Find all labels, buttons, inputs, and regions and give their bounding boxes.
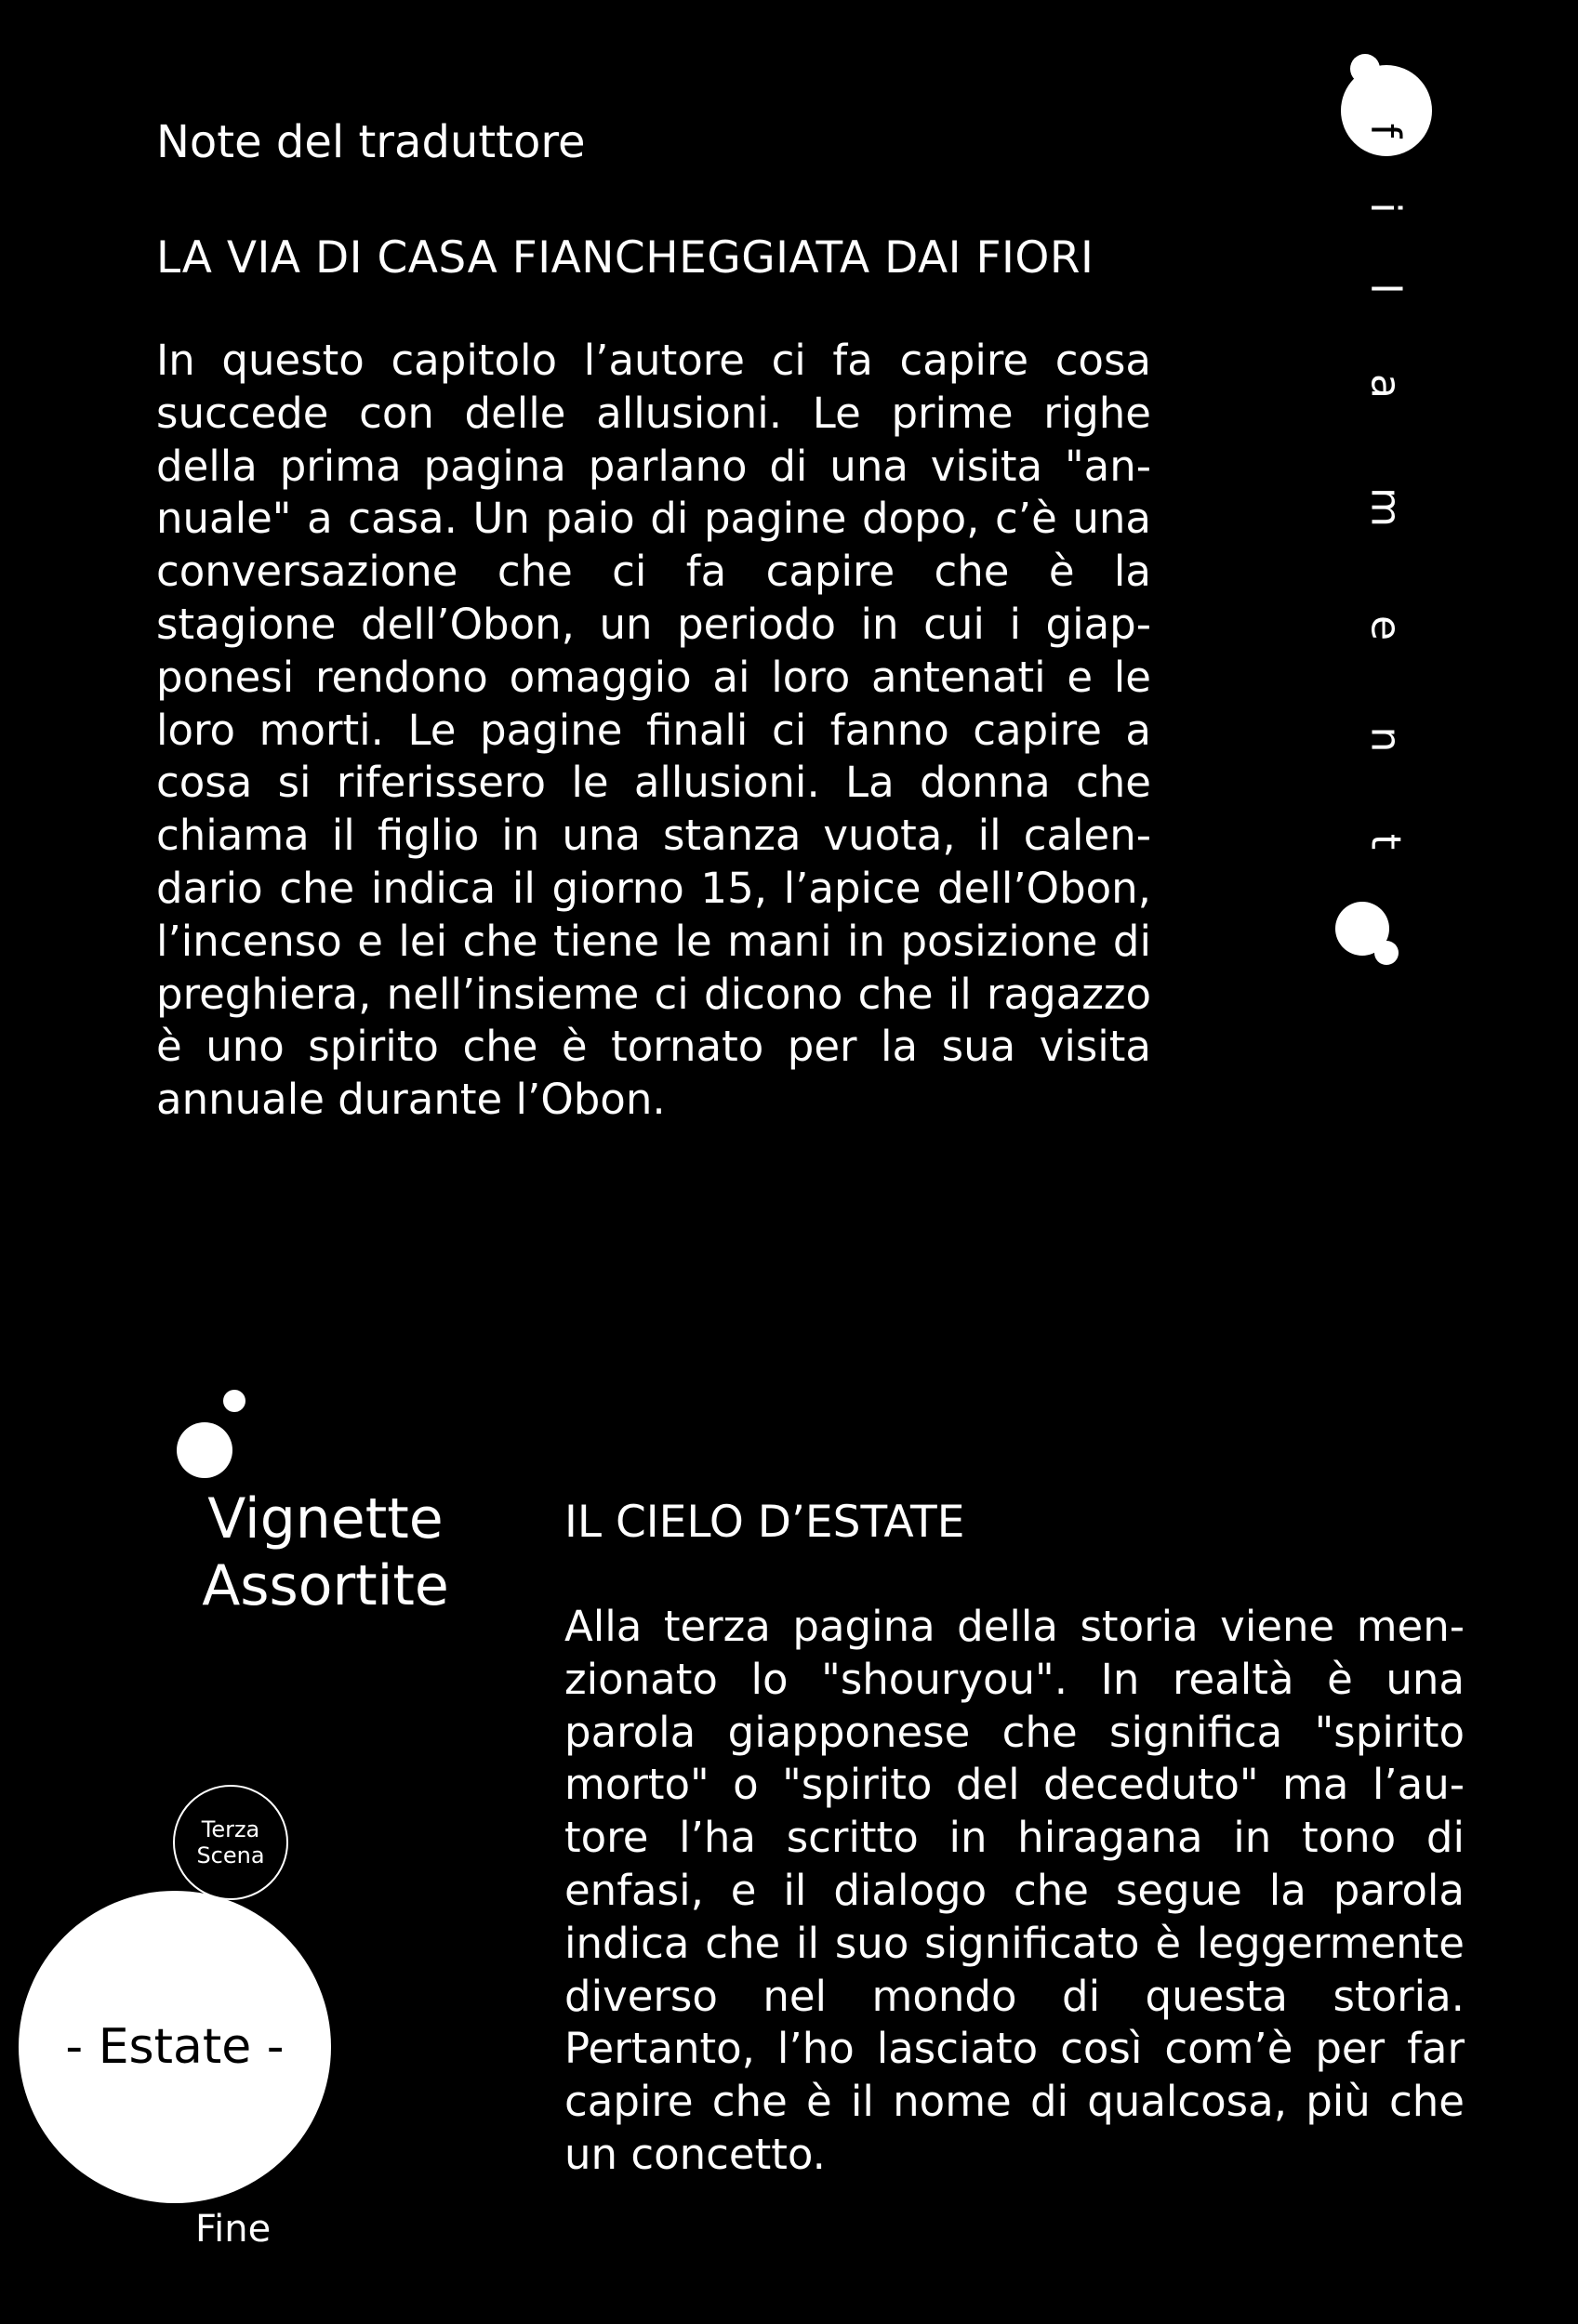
chapter-note-paragraph: In questo capitolo l’autore ci fa capire cosa succede con delle allusioni. Le prime righe della prima pagina parlano di una visita "annuale" a casa. Un paio di pagine dopo, c’è una conversazione che ci fa capire che è la stagione dell’Obon, un periodo in cui i giapponesi rendono omaggio ai loro antenati e le loro morti. Le pagine finali ci fanno capire a cosa si riferissero le allusioni. La donna che chiama il figlio in una stanza vuota, il calendario che indica il giorno 15, l’apice dell’Obon, l’incenso e lei che tiene le mani in posizione di preghiera, nell’insieme ci dicono che il ragazzo è uno spirito che è tornato per la sua visita annuale durante l’Obon.	[156, 336, 1151, 1125]
filament-letter: t	[1361, 833, 1410, 851]
season-circle	[19, 1891, 331, 2203]
filament-decoration	[1311, 46, 1451, 976]
section-note-paragraph: Alla terza pagina della storia viene menzionato lo "shouryou". In realtà è una parola giapponese che significa "spirito morto" o "spirito del deceduto" ma l’autore l’ha scritto in hiragana in tono di enfasi, e il dialogo che segue la parola indica che il suo significato è leggermente diverso nel mondo di questa storia. Pertanto, l’ho lasciato così com’è per far capire che è il nome di qualcosa, più che un concetto.	[564, 1602, 1465, 2179]
decor-dot-small	[223, 1390, 245, 1412]
filament-letter: i	[1361, 202, 1410, 214]
filament-letter: n	[1361, 726, 1410, 753]
decor-dot-bottom	[1374, 941, 1399, 965]
scene-badge	[173, 1785, 288, 1900]
scene-badge-line2: Scena	[196, 1842, 265, 1868]
filament-letter: f	[1361, 123, 1410, 139]
decor-dot-medium	[177, 1422, 232, 1478]
filament-letter: l	[1361, 283, 1410, 295]
season-label: - Estate -	[65, 2019, 285, 2075]
filament-letters	[1311, 46, 1451, 976]
chapter-title: LA VIA DI CASA FIANCHEGGIATA DAI FIORI	[156, 232, 1094, 284]
vignette-title-line1: Vignette	[207, 1486, 444, 1552]
end-label: Fine	[195, 2208, 272, 2251]
vignette-title-line2: Assortite	[202, 1553, 449, 1618]
filament-letter: a	[1361, 374, 1410, 399]
translator-notes-heading: Note del traduttore	[156, 116, 586, 168]
vignette-title	[167, 1486, 484, 1619]
section-title: IL CIELO D’ESTATE	[564, 1497, 965, 1548]
scene-badge-line1: Terza	[201, 1816, 260, 1842]
filament-letter: m	[1361, 487, 1410, 527]
filament-letter: e	[1361, 614, 1410, 641]
